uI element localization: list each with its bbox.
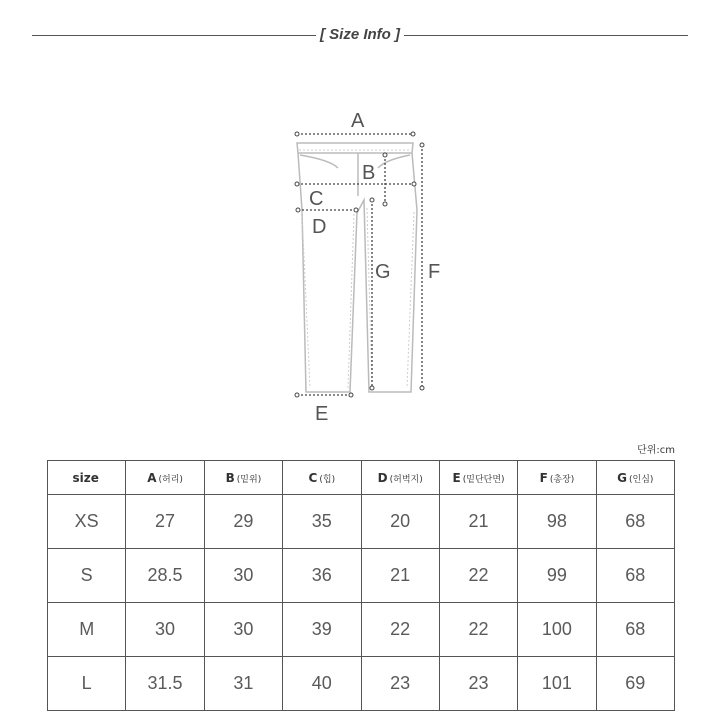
table-cell: 22 (439, 549, 517, 603)
label-c: C (309, 188, 324, 210)
table-cell: 36 (283, 549, 361, 603)
table-cell: 21 (361, 549, 439, 603)
table-cell: 22 (439, 603, 517, 657)
table-cell: 31.5 (126, 657, 204, 711)
column-header-e: E (밑단단면) (439, 461, 517, 495)
measurement-endpoints (295, 132, 424, 397)
label-a: A (351, 110, 365, 132)
label-f: F (428, 261, 441, 283)
table-cell: 68 (596, 603, 674, 657)
column-header-size: size (48, 461, 126, 495)
label-e: E (315, 403, 329, 425)
table-cell: 28.5 (126, 549, 204, 603)
label-b: B (362, 162, 376, 184)
table-header-row (48, 461, 675, 495)
table-cell: 21 (439, 495, 517, 549)
table-cell: 20 (361, 495, 439, 549)
table-row (48, 549, 675, 603)
column-header-d: D (허벅지) (361, 461, 439, 495)
label-d: D (312, 216, 327, 238)
table-cell: 30 (204, 549, 282, 603)
table-cell: XS (48, 495, 126, 549)
table-cell: 27 (126, 495, 204, 549)
table-cell: 30 (126, 603, 204, 657)
table-cell: 29 (204, 495, 282, 549)
pants-outline (297, 143, 417, 392)
table-row (48, 657, 675, 711)
table-cell: 101 (518, 657, 596, 711)
column-header-g: G (인심) (596, 461, 674, 495)
table-row (48, 495, 675, 549)
table-cell: 99 (518, 549, 596, 603)
table-cell: 31 (204, 657, 282, 711)
table-cell: 30 (204, 603, 282, 657)
table-cell: 68 (596, 549, 674, 603)
column-header-a: A (허리) (126, 461, 204, 495)
unit-note: 단위:cm (637, 445, 675, 456)
table-cell: S (48, 549, 126, 603)
table-cell: 23 (439, 657, 517, 711)
measurement-lines (297, 134, 422, 395)
table-cell: L (48, 657, 126, 711)
table-cell: 68 (596, 495, 674, 549)
column-header-f: F (총장) (518, 461, 596, 495)
table-cell: M (48, 603, 126, 657)
column-header-b: B (밑위) (204, 461, 282, 495)
table-row (48, 603, 675, 657)
page-title: [ Size Info ] (316, 24, 404, 46)
table-cell: 40 (283, 657, 361, 711)
table-cell: 39 (283, 603, 361, 657)
table-cell: 22 (361, 603, 439, 657)
table-cell: 69 (596, 657, 674, 711)
table-cell: 100 (518, 603, 596, 657)
table-cell: 23 (361, 657, 439, 711)
table-cell: 35 (283, 495, 361, 549)
label-g: G (375, 261, 391, 283)
column-header-c: C (힙) (283, 461, 361, 495)
size-table (47, 460, 675, 711)
table-cell: 98 (518, 495, 596, 549)
pants-stitching (299, 150, 414, 388)
